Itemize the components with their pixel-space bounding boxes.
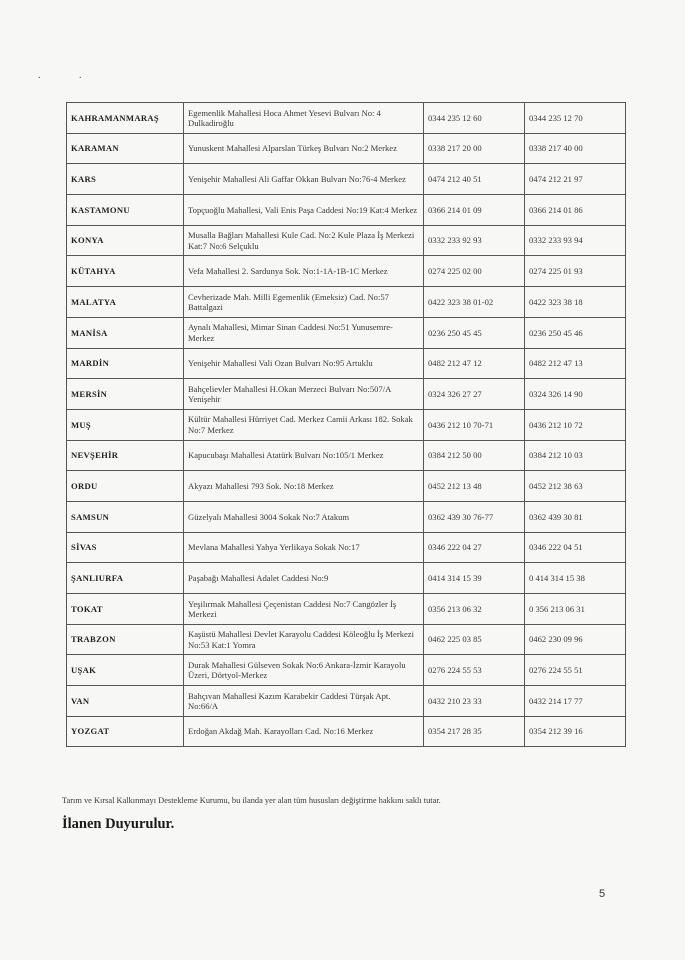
fax-cell: 0346 222 04 51 bbox=[525, 532, 626, 563]
address-cell: Yeşilırmak Mahallesi Çeçenistan Caddesi No:7 Cangözler İş Merkezi bbox=[184, 594, 424, 625]
fax-cell: 0432 214 17 77 bbox=[525, 686, 626, 717]
city-cell: TRABZON bbox=[67, 624, 184, 655]
fax-cell: 0324 326 14 90 bbox=[525, 379, 626, 410]
city-cell: KARAMAN bbox=[67, 133, 184, 164]
city-cell: TOKAT bbox=[67, 594, 184, 625]
phone-cell: 0346 222 04 27 bbox=[424, 532, 525, 563]
address-cell: Topçuoğlu Mahallesi, Vali Enis Paşa Caddesi No:19 Kat:4 Merkez bbox=[184, 195, 424, 226]
city-cell: MARDİN bbox=[67, 348, 184, 379]
address-cell: Kaşüstü Mahallesi Devlet Karayolu Caddesi Köleoğlu İş Merkezi No:53 Kat:1 Yomra bbox=[184, 624, 424, 655]
table-row bbox=[67, 686, 626, 717]
table-row bbox=[67, 317, 626, 348]
address-cell: Mevlana Mahallesi Yahya Yerlikaya Sokak No:17 bbox=[184, 532, 424, 563]
table-row bbox=[67, 348, 626, 379]
fax-cell: 0384 212 10 03 bbox=[525, 440, 626, 471]
fax-cell: 0482 212 47 13 bbox=[525, 348, 626, 379]
address-cell: Erdoğan Akdağ Mah. Karayolları Cad. No:16 Merkez bbox=[184, 716, 424, 747]
fax-cell: 0422 323 38 18 bbox=[525, 287, 626, 318]
phone-cell: 0332 233 92 93 bbox=[424, 225, 525, 256]
phone-cell: 0474 212 40 51 bbox=[424, 164, 525, 195]
table-row bbox=[67, 287, 626, 318]
page-number: 5 bbox=[599, 888, 606, 900]
address-cell: Vefa Mahallesi 2. Sardunya Sok. No:1-1A-1B-1C Merkez bbox=[184, 256, 424, 287]
phone-cell: 0414 314 15 39 bbox=[424, 563, 525, 594]
table-row bbox=[67, 133, 626, 164]
address-cell: Bahçelievler Mahallesi H.Okan Merzeci Bulvarı No:507/A Yenişehir bbox=[184, 379, 424, 410]
fax-cell: 0452 212 38 63 bbox=[525, 471, 626, 502]
phone-cell: 0274 225 02 00 bbox=[424, 256, 525, 287]
offices-table-body bbox=[67, 103, 626, 747]
fax-cell: 0338 217 40 00 bbox=[525, 133, 626, 164]
table-row bbox=[67, 594, 626, 625]
phone-cell: 0362 439 30 76-77 bbox=[424, 501, 525, 532]
city-cell: SİVAS bbox=[67, 532, 184, 563]
phone-cell: 0338 217 20 00 bbox=[424, 133, 525, 164]
phone-cell: 0452 212 13 48 bbox=[424, 471, 525, 502]
fax-cell: 0332 233 93 94 bbox=[525, 225, 626, 256]
fax-cell: 0 356 213 06 31 bbox=[525, 594, 626, 625]
phone-cell: 0344 235 12 60 bbox=[424, 103, 525, 134]
address-cell: Egemenlik Mahallesi Hoca Ahmet Yesevi Bulvarı No: 4 Dulkadiroğlu bbox=[184, 103, 424, 134]
address-cell: Bahçıvan Mahallesi Kazım Karabekir Caddesi Türşak Apt. No:66/A bbox=[184, 686, 424, 717]
phone-cell: 0436 212 10 70-71 bbox=[424, 409, 525, 440]
phone-cell: 0356 213 06 32 bbox=[424, 594, 525, 625]
scan-marks: . . bbox=[38, 70, 100, 81]
city-cell: KARS bbox=[67, 164, 184, 195]
city-cell: MERSİN bbox=[67, 379, 184, 410]
address-cell: Cevherizade Mah. Milli Egemenlik (Emeksiz) Cad. No:57 Battalgazi bbox=[184, 287, 424, 318]
address-cell: Yenişehir Mahallesi Vali Ozan Bulvarı No:95 Artuklu bbox=[184, 348, 424, 379]
table-row bbox=[67, 501, 626, 532]
address-cell: Kapucubaşı Mahallesi Atatürk Bulvarı No:105/1 Merkez bbox=[184, 440, 424, 471]
table-row bbox=[67, 379, 626, 410]
announcement-heading: İlanen Duyurulur. bbox=[62, 816, 175, 832]
address-cell: Güzelyalı Mahallesi 3004 Sokak No:7 Atakum bbox=[184, 501, 424, 532]
address-cell: Yenişehir Mahallesi Ali Gaffar Okkan Bulvarı No:76-4 Merkez bbox=[184, 164, 424, 195]
fax-cell: 0 414 314 15 38 bbox=[525, 563, 626, 594]
fax-cell: 0362 439 30 81 bbox=[525, 501, 626, 532]
phone-cell: 0366 214 01 09 bbox=[424, 195, 525, 226]
phone-cell: 0384 212 50 00 bbox=[424, 440, 525, 471]
table-row bbox=[67, 563, 626, 594]
table-row bbox=[67, 409, 626, 440]
fax-cell: 0474 212 21 97 bbox=[525, 164, 626, 195]
table-row bbox=[67, 716, 626, 747]
table-row bbox=[67, 532, 626, 563]
table-row bbox=[67, 440, 626, 471]
city-cell: VAN bbox=[67, 686, 184, 717]
phone-cell: 0236 250 45 45 bbox=[424, 317, 525, 348]
phone-cell: 0432 210 23 33 bbox=[424, 686, 525, 717]
table-row bbox=[67, 624, 626, 655]
phone-cell: 0324 326 27 27 bbox=[424, 379, 525, 410]
table-row bbox=[67, 655, 626, 686]
phone-cell: 0422 323 38 01-02 bbox=[424, 287, 525, 318]
fax-cell: 0354 212 39 16 bbox=[525, 716, 626, 747]
city-cell: MANİSA bbox=[67, 317, 184, 348]
city-cell: YOZGAT bbox=[67, 716, 184, 747]
phone-cell: 0482 212 47 12 bbox=[424, 348, 525, 379]
city-cell: ORDU bbox=[67, 471, 184, 502]
footer-note: Tarım ve Kırsal Kalkınmayı Destekleme Kurumu, bu ilanda yer alan tüm hususları değiştirme hakkını saklı tutar. bbox=[62, 796, 441, 805]
address-cell: Aynalı Mahallesi, Mimar Sinan Caddesi No:51 Yunusemre-Merkez bbox=[184, 317, 424, 348]
address-cell: Durak Mahallesi Gülseven Sokak No:6 Ankara-İzmir Karayolu Üzeri, Dörtyol-Merkez bbox=[184, 655, 424, 686]
table-row bbox=[67, 471, 626, 502]
table-row bbox=[67, 103, 626, 134]
fax-cell: 0366 214 01 86 bbox=[525, 195, 626, 226]
table-row bbox=[67, 164, 626, 195]
address-cell: Akyazı Mahallesi 793 Sok. No:18 Merkez bbox=[184, 471, 424, 502]
table-row bbox=[67, 256, 626, 287]
table-row bbox=[67, 195, 626, 226]
city-cell: MALATYA bbox=[67, 287, 184, 318]
city-cell: SAMSUN bbox=[67, 501, 184, 532]
phone-cell: 0462 225 03 85 bbox=[424, 624, 525, 655]
address-cell: Kültür Mahallesi Hürriyet Cad. Merkez Camii Arkası 182. Sokak No:7 Merkez bbox=[184, 409, 424, 440]
phone-cell: 0276 224 55 53 bbox=[424, 655, 525, 686]
address-cell: Paşabağı Mahallesi Adalet Caddesi No:9 bbox=[184, 563, 424, 594]
city-cell: KÜTAHYA bbox=[67, 256, 184, 287]
city-cell: KONYA bbox=[67, 225, 184, 256]
city-cell: MUŞ bbox=[67, 409, 184, 440]
offices-table bbox=[66, 102, 626, 747]
table-row bbox=[67, 225, 626, 256]
city-cell: KASTAMONU bbox=[67, 195, 184, 226]
city-cell: NEVŞEHİR bbox=[67, 440, 184, 471]
phone-cell: 0354 217 28 35 bbox=[424, 716, 525, 747]
fax-cell: 0462 230 09 96 bbox=[525, 624, 626, 655]
city-cell: ŞANLIURFA bbox=[67, 563, 184, 594]
fax-cell: 0274 225 01 93 bbox=[525, 256, 626, 287]
address-cell: Musalla Bağları Mahallesi Kule Cad. No:2 Kule Plaza İş Merkezi Kat:7 No:6 Selçuklu bbox=[184, 225, 424, 256]
fax-cell: 0344 235 12 70 bbox=[525, 103, 626, 134]
fax-cell: 0236 250 45 46 bbox=[525, 317, 626, 348]
city-cell: KAHRAMANMARAŞ bbox=[67, 103, 184, 134]
city-cell: UŞAK bbox=[67, 655, 184, 686]
address-cell: Yunuskent Mahallesi Alparslan Türkeş Bulvarı No:2 Merkez bbox=[184, 133, 424, 164]
fax-cell: 0436 212 10 72 bbox=[525, 409, 626, 440]
fax-cell: 0276 224 55 51 bbox=[525, 655, 626, 686]
